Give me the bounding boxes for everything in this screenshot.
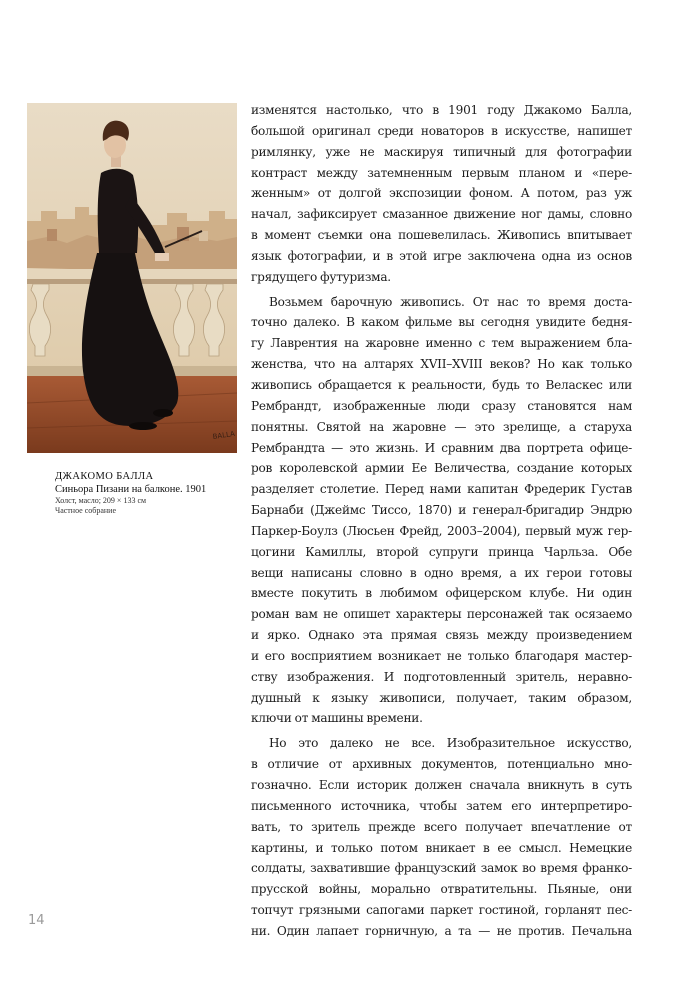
text-line: Возьмем барочную живопись. От нас то время доста- [269, 294, 632, 309]
text-line: в отличие от архивных документов, потенциально мно- [251, 757, 632, 772]
text-line: женным» от долгой экспозиции фоном. А потом, раз уж [251, 186, 632, 201]
text-line: вместе покутить в любимом офицерском клубе. Ни один [251, 586, 632, 601]
text-line: роман вам не опишет характеры персонажей так осязаемо [251, 607, 632, 622]
text-line: Рембрандта — это жизнь. И сравним два портрета офице- [251, 440, 632, 455]
text-line: Рембрандт, изображенные люди сразу становятся нам [251, 398, 632, 413]
caption-medium: Холст, масло; 209 × 133 см [55, 496, 147, 506]
text-line: точно далеко. В каком фильме вы сегодня увидите бедня- [251, 315, 632, 330]
text-line: и его восприятием возникает не только благодаря мастер- [251, 648, 632, 663]
text-line: душный к языку живописи, получает, таким образом, [251, 690, 632, 705]
body-text [251, 100, 632, 942]
text-line: картины, и только потом вникает в ее смысл. Немецкие [251, 840, 632, 855]
text-line: вать, то зритель прежде всего получает впечатление от [251, 819, 632, 834]
text-line: прусской войны, морально отвратительны. Пьяные, они [251, 882, 632, 897]
painting-caption [55, 470, 245, 516]
text-line: язык фотографии, и в этой игре заключена одна из основ [251, 248, 632, 263]
text-line: в момент съемки она пошевелилась. Живопись впитывает [251, 228, 632, 243]
page-number: 14 [28, 913, 45, 928]
text-line: цогини Камиллы, второй супруги принца Чарльза. Обе [251, 544, 632, 559]
text-line: римлянку, уже не маскируя типичный для фотографии [251, 144, 632, 159]
text-line: контраст между затемненным первым планом и «пере- [251, 165, 632, 180]
caption-title: Синьора Пизани на балконе. 1901 [55, 484, 207, 496]
caption-collection: Частное собрание [55, 506, 117, 516]
text-line: ключи от машины времени. [251, 711, 423, 726]
text-line: гозначно. Если историк должен сначала вникнуть в суть [251, 778, 632, 792]
text-line: Барнаби (Джеймс Тиссо, 1870) и генерал-бригадир Эндрю [251, 503, 632, 518]
text-line: Паркер-Боулз (Люсьен Фрейд, 2003–2004), первый муж гер- [251, 523, 632, 538]
text-line: большой оригинал среди новаторов в искусстве, напишет [251, 123, 632, 138]
text-line: живопись обращается к реальности, будь то Веласкес или [251, 377, 632, 392]
text-line: топчут грязными сапогами паркет гостиной, горланят пес- [251, 903, 632, 918]
text-line: письменного источника, чтобы затем его интерпретиро- [251, 798, 632, 813]
text-line: солдаты, захватившие французский замок во время франко- [251, 861, 632, 876]
text-line: женства, что на алтарях XVII–XVIII веков? Но как только [251, 357, 632, 372]
painting-image [27, 103, 237, 453]
text-line: ству изображения. И подготовленный зритель, неравно- [251, 669, 632, 684]
text-line: и ярко. Однако эта прямая связь между произведением [251, 628, 632, 643]
text-line: Но это далеко не все. Изобразительное искусство, [269, 736, 632, 751]
text-line: разделяет столетие. Перед нами капитан Фредерик Густав [251, 482, 632, 497]
text-line: грядущего футуризма. [251, 269, 391, 284]
text-line: гу Лаврентия на жаровне именно с тем выражением бла- [251, 336, 632, 351]
text-line: понятны. Святой на жаровне — это зрелище, а старуха [251, 419, 632, 434]
caption-artist: ДЖАКОМО БАЛЛА [55, 471, 154, 482]
text-line: изменятся настолько, что в 1901 году Джакомо Балла, [251, 103, 632, 117]
text-line: начал, зафиксирует смазанное движение ног дамы, словно [251, 207, 632, 222]
text-line: вещи написаны словно в одно время, а их герои готовы [251, 565, 632, 580]
painting-signature: BALLA [212, 429, 236, 441]
text-line: ни. Один лапает горничную, а та — не против. Печальна [251, 923, 632, 938]
text-line: ров королевской армии Ее Величества, создание которых [251, 461, 632, 476]
